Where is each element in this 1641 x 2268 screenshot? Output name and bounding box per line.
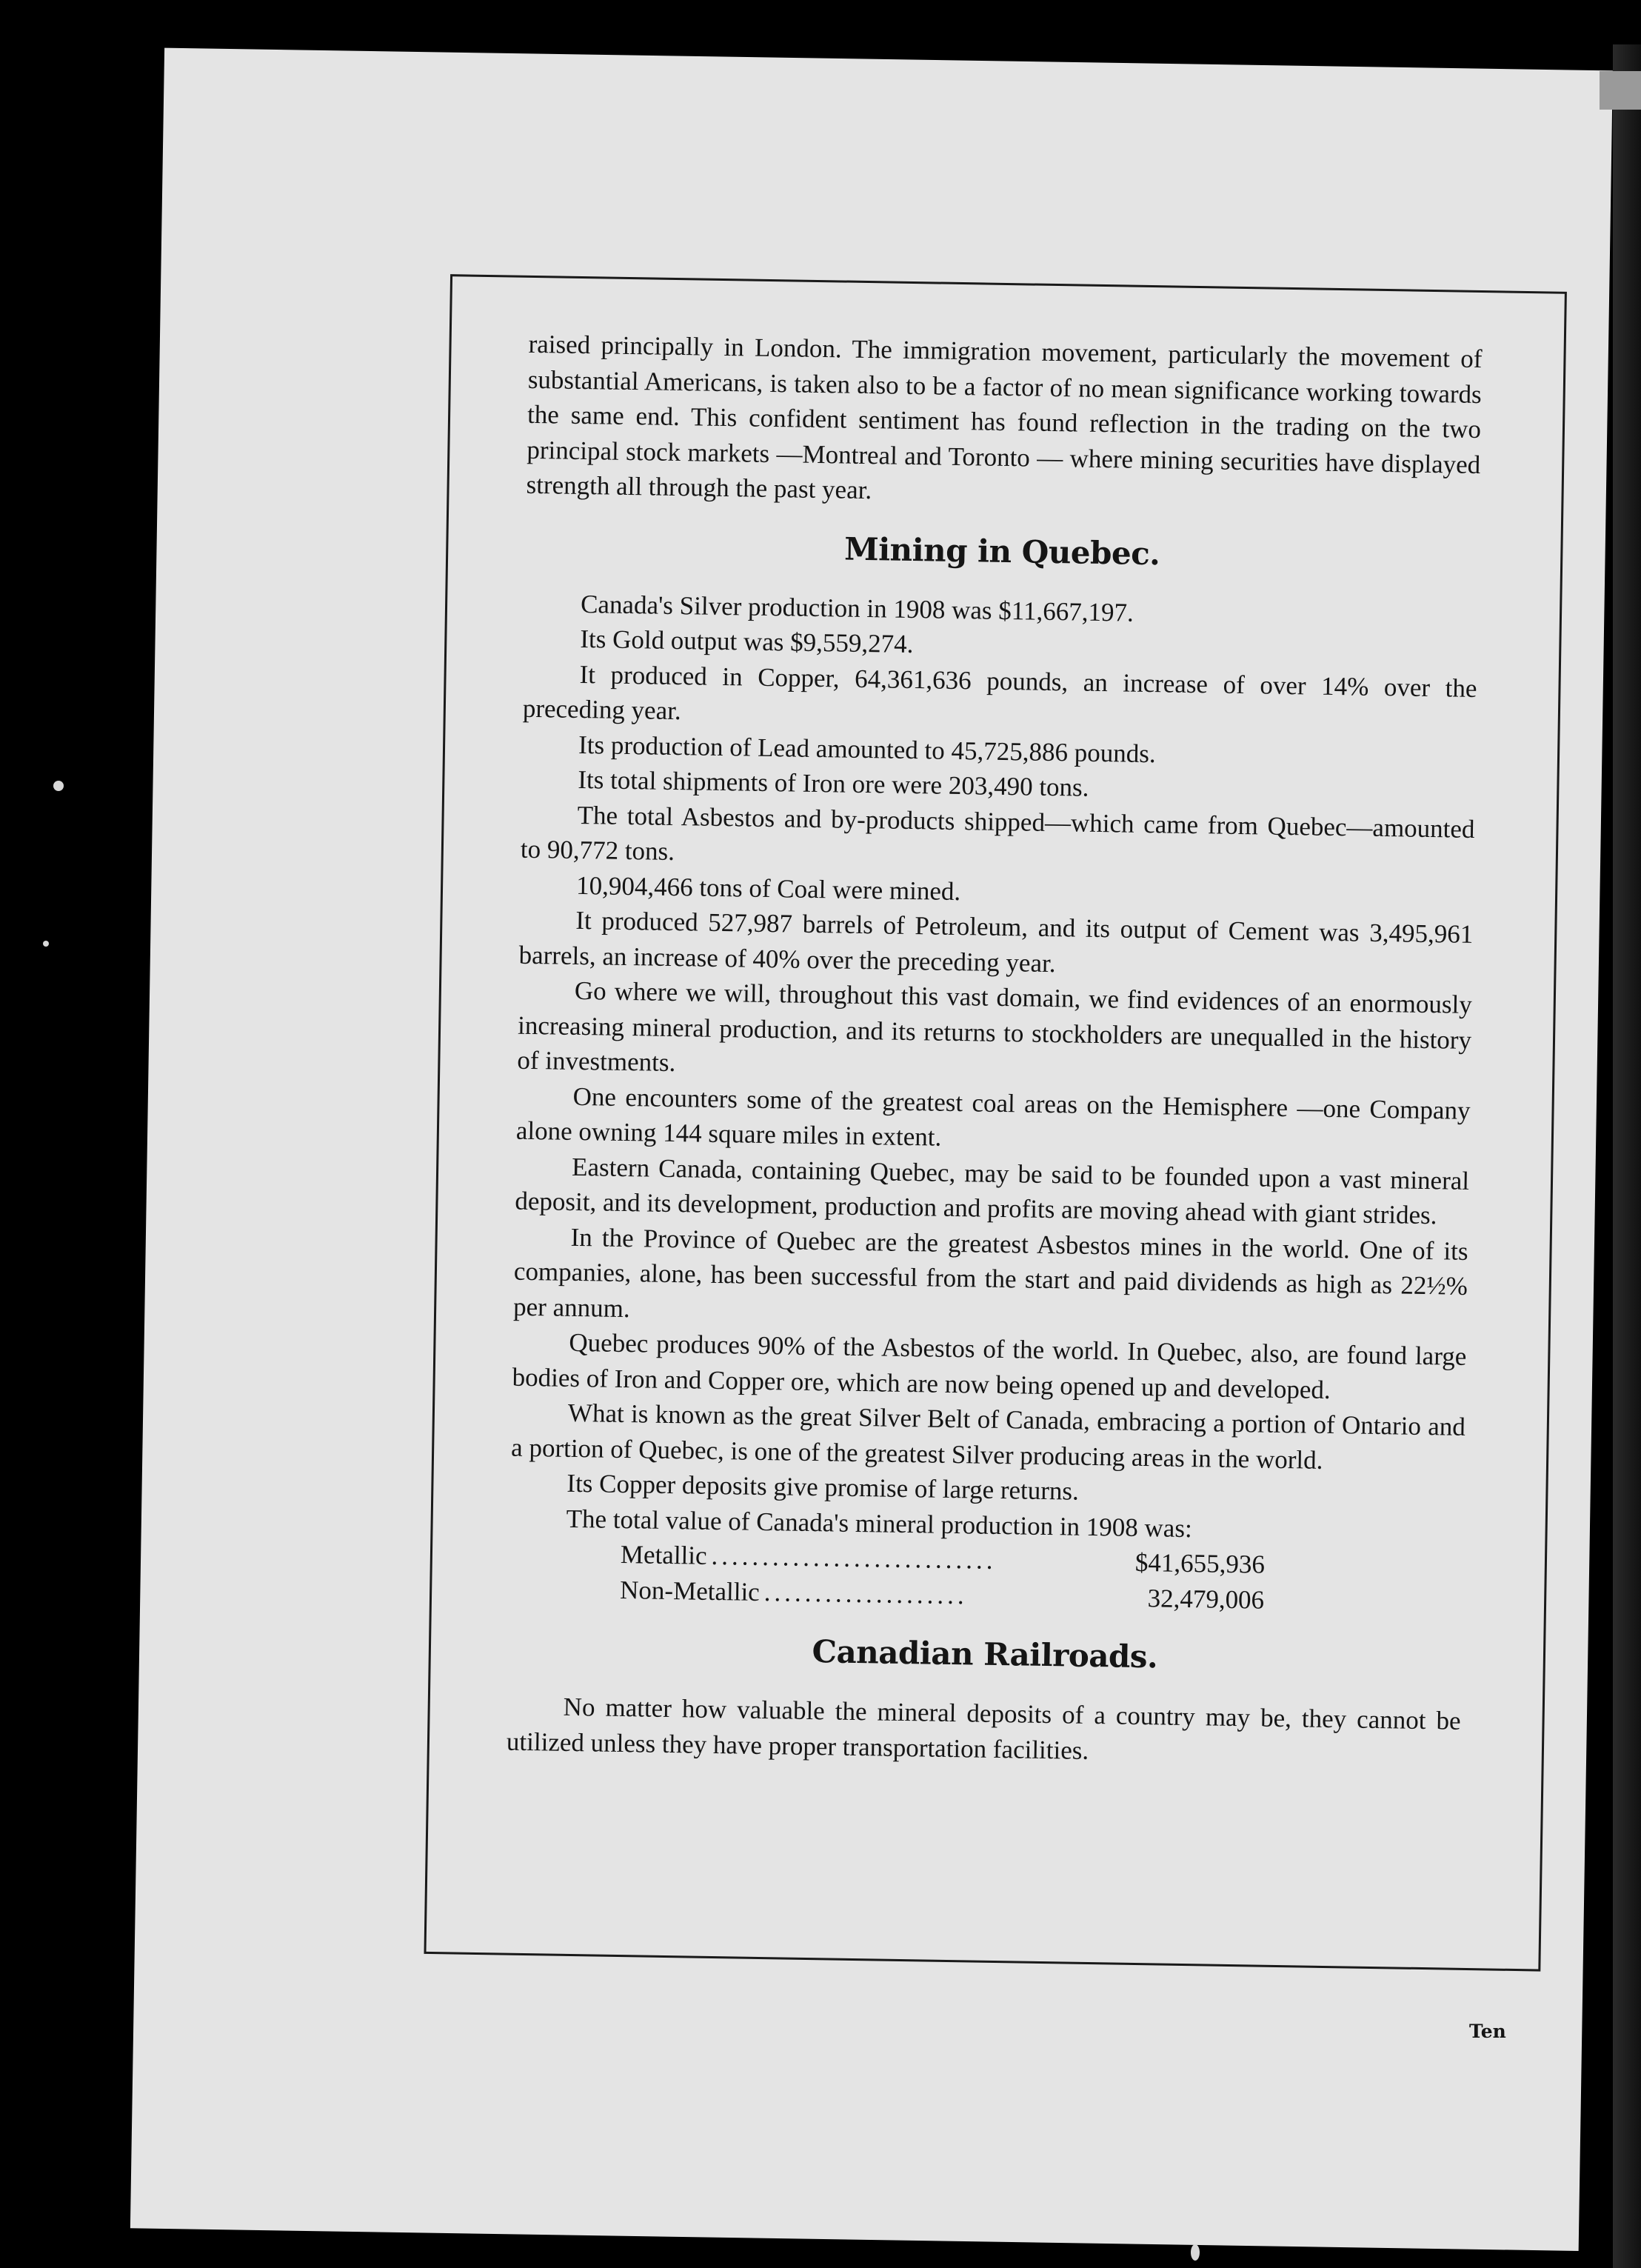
- dust-speck: [1191, 2244, 1200, 2261]
- silver-paragraph: Canada's Silver production in 1908 was $11,667,197.: [580, 589, 1134, 627]
- intro-paragraph: raised principally in London. The immigration movement, particularly the movement of substantial Americans, is taken also to be a factor of no mean significance working towards the same end. This confident sentiment has found reflection in the trading on the two principal stock markets —Montreal and Toronto — where mining securities have displayed strength all through the past year.: [526, 329, 1483, 505]
- coal-paragraph: 10,904,466 tons of Coal were mined.: [575, 870, 961, 906]
- dot-leader: ....................: [763, 1577, 969, 1610]
- dust-speck: [43, 941, 49, 947]
- asbestos-mines-paragraph: In the Province of Quebec are the greatest Asbestos mines in the world. One of its companies, alone, has been successful from the start and paid dividends as high as 22½% per annum.: [512, 1222, 1468, 1323]
- coal-areas-paragraph: One encounters some of the greatest coal areas on the Hemisphere —one Company alone owning 144 square miles in extent.: [515, 1081, 1471, 1152]
- next-page-edge: [1613, 44, 1641, 2268]
- page-edge-tab: [1600, 71, 1641, 110]
- dot-leader: ............................: [711, 1541, 997, 1575]
- iron-paragraph: Its total shipments of Iron ore were 203,490 tons.: [578, 764, 1089, 802]
- copper-paragraph: It produced in Copper, 64,361,636 pounds, an increase of over 14% over the preceding year.: [522, 659, 1477, 726]
- production-value-label: Metallic: [620, 1539, 707, 1570]
- silver-belt-paragraph: What is known as the great Silver Belt of Canada, embracing a portion of Ontario and a portion of Quebec, is one of the greatest Silver producing areas in the world.: [510, 1398, 1466, 1475]
- eastern-canada-paragraph: Eastern Canada, containing Quebec, may be said to be founded upon a vast mineral deposit, and its development, production and profits are moving ahead with giant strides.: [515, 1152, 1470, 1230]
- dust-speck: [53, 781, 64, 791]
- domain-paragraph: Go where we will, throughout this vast domain, we find evidences of an enormously increasing mineral production, and its returns to stockholders are unequalled in the history of investments.: [517, 975, 1473, 1078]
- production-value-label: Non-Metallic: [619, 1575, 761, 1607]
- petroleum-paragraph: It produced 527,987 barrels of Petroleum, and its output of Cement was 3,495,961 barrels, an increase of 40% over the preceding year.: [518, 905, 1474, 978]
- page-number: Ten: [1469, 2021, 1506, 2042]
- asbestos-paragraph: The total Asbestos and by-products shipped—which came from Quebec—amounted to 90,772 tons.: [520, 800, 1475, 867]
- mining-heading: Mining in Quebec.: [843, 530, 1160, 572]
- railroads-heading: Canadian Railroads.: [812, 1633, 1158, 1675]
- production-value-amount: 32,479,006: [1147, 1583, 1265, 1615]
- text-frame: [424, 274, 1566, 1971]
- railroads-paragraph: No matter how valuable the mineral deposits of a country may be, they cannot be utilized unless they have proper transportation facilities.: [506, 1692, 1461, 1765]
- quebec-asbestos-paragraph: Quebec produces 90% of the Asbestos of the world. In Quebec, also, are found large bodies of Iron and Copper ore, which are now being opened up and developed.: [512, 1327, 1467, 1404]
- gold-paragraph: Its Gold output was $9,559,274.: [580, 624, 914, 659]
- lead-paragraph: Its production of Lead amounted to 45,725,886 pounds.: [578, 730, 1156, 768]
- production-value-amount: $41,655,936: [1134, 1547, 1266, 1579]
- copper-deposits-paragraph: Its Copper deposits give promise of large returns.: [567, 1468, 1080, 1506]
- total-value-paragraph: The total value of Canada's mineral production in 1908 was:: [566, 1504, 1193, 1543]
